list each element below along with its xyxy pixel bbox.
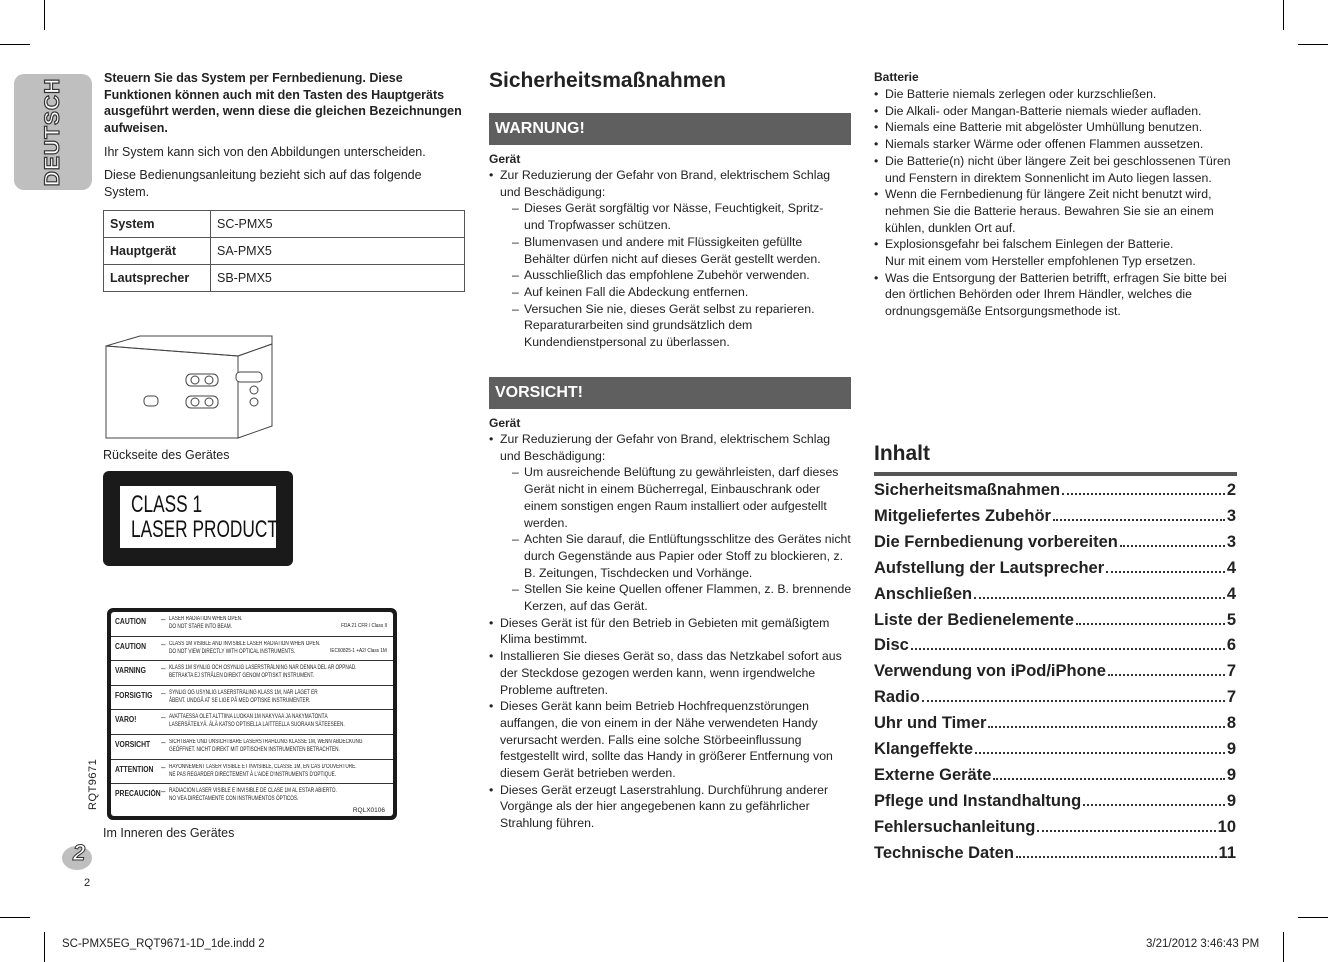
vorsicht-list (489, 431, 853, 832)
table-key: Lautsprecher (104, 265, 211, 292)
vorsicht-bar: VORSICHT! (489, 377, 851, 409)
sticker-text (169, 664, 357, 680)
toc-entry[interactable] (874, 844, 1236, 870)
toc-page: 2 (1226, 481, 1236, 499)
toc-leader (1076, 622, 1225, 625)
crop-mark (0, 917, 30, 918)
toc-page: 9 (1226, 740, 1236, 758)
explosion-line-1: Explosionsgefahr bei falschem Einlegen der Batterie. (885, 237, 1174, 252)
warnung-subheading: Gerät (489, 152, 521, 166)
entsorgung-text: Was die Entsorgung der Batterien betrifft, erfragen Sie bitte bei den örtlichen Behörden oder Ihrem Händler, welches die ordnungsgemäße Entsorgungsmethode ist. (885, 270, 1227, 319)
sticker-row (111, 637, 393, 662)
sticker-text (169, 689, 318, 705)
table-row (104, 238, 465, 265)
toc-leader (1062, 492, 1225, 495)
batterie-list (874, 86, 1238, 320)
crop-mark (44, 0, 45, 30)
dash-item: – Stellen Sie keine Quellen offener Flammen, z. B. brennende Kerzen, auf das Gerät. (500, 581, 853, 614)
sticker-text-line: BETRAKTA EJ STRÅLEN DIREKT GENOM OPTISKT INSTRUMENT. (169, 673, 315, 680)
laser-class-label (103, 471, 293, 566)
sticker-extra: FDA 21 CFR / Class II (341, 623, 387, 629)
sticker-text-line: KLASS 1M SYNLIG OCH OSYNLIG LASERSTRÅLNING NÄR DENNA DEL ÄR ÖPPNAD. (169, 665, 357, 672)
intro-paragraph-1: Ihr System kann sich von den Abbildungen unterscheiden. (104, 145, 426, 159)
sticker-text-line: ÅBENT. UNDGÅ AT SE LIGE PÅ MED OPTISKE INSTRUMENTER. (169, 697, 311, 704)
sticker-text-line: NE PAS REGARDER DIRECTEMENT À L'AIDE D'INSTRUMENTS D'OPTIQUE. (169, 771, 337, 778)
sticker-text (169, 640, 320, 656)
sticker-row (111, 661, 393, 686)
intro-paragraph-2: Diese Bedienungsanleitung bezieht sich auf das folgende System. (104, 168, 422, 199)
sticker-dash: – (161, 615, 166, 624)
list-item: • Niemals eine Batterie mit abgelöster Umhüllung benutzen. (874, 119, 1238, 136)
sticker-text (169, 713, 345, 729)
sticker-row (111, 784, 393, 808)
sticker-text-line: RADIACIÓN LASER VISIBLE E INVISIBLE DE CLASE 1M AL ESTAR ABIERTO. (169, 788, 337, 795)
sticker-text (169, 787, 337, 803)
toc-label: Die Fernbedienung vorbereiten (874, 532, 1118, 551)
toc-leader (1108, 673, 1225, 676)
toc-entry[interactable] (874, 714, 1236, 740)
table-row (104, 265, 465, 292)
toc-leader (1053, 518, 1225, 521)
crop-mark (1298, 44, 1328, 45)
toc-page: 4 (1226, 558, 1236, 577)
sticker-text-line: CLASS 1M VISIBLE AND INVISIBLE LASER RADIATION WHEN OPEN. (169, 640, 321, 647)
list-item: • Die Alkali- oder Mangan-Batterie niemals wieder aufladen. (874, 103, 1238, 120)
list-item: • Niemals starker Wärme oder offenen Flammen aussetzen. (874, 136, 1238, 153)
toc-page: 11 (1218, 843, 1236, 862)
toc-leader (1120, 544, 1225, 547)
toc-leader (975, 751, 1225, 754)
toc-entry[interactable] (874, 507, 1236, 533)
page-number: 2 (84, 877, 91, 889)
toc-entry[interactable] (874, 766, 1236, 792)
list-item: • Wenn die Fernbedienung für längere Zeit nicht benutzt wird, nehmen Sie die Batterie heraus. Bewahren Sie sie an einem kühlen, dunklen Ort auf. (874, 186, 1238, 236)
laser-label-line1: CLASS 1 (131, 491, 203, 518)
crop-mark (1283, 0, 1284, 30)
toc-leader (911, 647, 1225, 650)
toc-label: Aufstellung der Lautsprecher (874, 558, 1105, 577)
sticker-text (169, 763, 357, 779)
list-item (489, 167, 843, 351)
dash-item: – Achten Sie darauf, die Entlüftungsschlitze des Gerätes nicht durch Gegenstände aus Papier oder Stoff zu blockieren, z. B. Zeitungen, Tischdecken und Vorhänge. (500, 531, 853, 581)
sticker-code: RQLX0106 (352, 807, 385, 814)
toc-label: Klangeffekte (874, 740, 974, 758)
toc-entry[interactable] (874, 611, 1236, 637)
sticker-row (111, 710, 393, 735)
list-item (489, 431, 853, 615)
toc-label: Fehlersuchanleitung (874, 817, 1036, 836)
sticker-dash: – (161, 787, 166, 797)
toc-page: 4 (1226, 584, 1236, 603)
sticker-text-line: AVATTAESSA OLET ALTTIINA LUOKAN 1M NÄKYVÄÄ JA NÄKYMÄTÖNTÄ (169, 714, 328, 721)
list-item (874, 236, 1238, 269)
crop-mark (1283, 932, 1284, 962)
page-badge-number: 2 (73, 840, 86, 865)
dash-item: – Versuchen Sie nie, dieses Gerät selbst zu reparieren. Reparaturarbeiten sind grundsätzlich dem Kundendienstpersonal zu überlassen. (500, 301, 843, 351)
warnung-bar: WARNUNG! (489, 113, 851, 145)
laser-warning-sticker (107, 608, 397, 820)
safety-title: Sicherheitsmaßnahmen (489, 69, 726, 92)
toc-entry[interactable] (874, 533, 1236, 559)
warnung-list (489, 167, 843, 351)
sticker-text-line: RAYONNEMENT LASER VISIBLE ET INVISIBLE, CLASSE 1M, EN CAS D'OUVERTURE. (169, 763, 357, 770)
warnung-bullet-text: Zur Reduzierung der Gefahr von Brand, elektrischem Schlag und Beschädigung: (500, 168, 831, 199)
toc-leader (1016, 855, 1217, 858)
toc-label: Sicherheitsmaßnahmen (874, 481, 1061, 499)
sticker-text-line: LASER RADIATION WHEN OPEN. (169, 616, 243, 622)
toc-entry[interactable] (874, 818, 1236, 844)
dash-item: – Um ausreichende Belüftung zu gewährleisten, darf dieses Gerät nicht in einem Bücherregal, Einbauschrank oder einem sonstigen engen Raum installiert oder aufgestellt werden. (500, 464, 853, 531)
sticker-dash: – (161, 762, 166, 772)
laser-label-line2: LASER PRODUCT (131, 516, 278, 543)
sticker-text-line: DO NOT VIEW DIRECTLY WITH OPTICAL INSTRUMENTS. (169, 648, 296, 655)
toc-page: 3 (1226, 506, 1236, 525)
toc-label: Technische Daten (874, 843, 1014, 862)
table-key: System (104, 211, 211, 238)
footer-file: SC-PMX5EG_RQT9671-1D_1de.indd 2 (62, 938, 265, 950)
sticker-text-line: SYNLIG OG USYNLIG LASERSTRÅLING KLASS 1M, NÅR LÅGET ER (169, 689, 318, 696)
system-table (103, 210, 465, 292)
footer-date: 3/21/2012 3:46:43 PM (1146, 938, 1260, 950)
toc-leader (1106, 570, 1225, 573)
toc-leader (922, 699, 1225, 702)
toc-page: 7 (1226, 688, 1236, 707)
back-caption: Rückseite des Gerätes (103, 448, 230, 462)
toc-page: 7 (1226, 662, 1236, 681)
list-item: • Dieses Gerät ist für den Betrieb in Gebieten mit gemäßigtem Klima bestimmt. (489, 615, 853, 648)
toc-page: 9 (1226, 791, 1236, 810)
list-item: • Installieren Sie dieses Gerät so, dass das Netzkabel sofort aus der Steckdose gezogen werden kann, wenn irgendwelche Probleme auftreten. (489, 648, 853, 698)
toc-label: Anschließen (874, 584, 973, 603)
toc-page: 10 (1217, 817, 1236, 836)
sticker-tag: FORSIGTIG (115, 690, 153, 700)
list-item: • Dieses Gerät kann beim Betrieb Hochfrequenzstörungen auffangen, die von einem in der Nähe verwendeten Handy verursacht werden. Falls eine solche Störbeeinflussung festgestellt wird, sollte das Handy in größerer Entfernung von diesem Gerät betrieben werden. (489, 698, 853, 782)
sticker-tag: ATTENTION (115, 764, 154, 774)
toc-leader (988, 725, 1224, 728)
sticker-text-line: GEÖFFNET. NICHT DIREKT MIT OPTISCHEN INSTRUMENTEN BETRACHTEN. (169, 746, 340, 753)
toc-label: Liste der Bedienelemente (874, 610, 1074, 629)
sticker-dash: – (161, 688, 166, 698)
toc-entry[interactable] (874, 585, 1236, 611)
vorsicht-subheading: Gerät (489, 416, 521, 430)
sticker-text-line: DO NOT STARE INTO BEAM. (169, 624, 232, 630)
table-value: SB-PMX5 (211, 265, 465, 292)
table-key: Hauptgerät (104, 238, 211, 265)
list-item (874, 270, 1238, 320)
device-back-illustration (100, 332, 280, 442)
sticker-row (111, 612, 393, 637)
list-item: • Die Batterie niemals zerlegen oder kurzschließen. (874, 86, 1238, 103)
intro-bold: Steuern Sie das System per Fernbedienung. Diese Funktionen können auch mit den Tasten des Hauptgeräts ausgeführt werden, wenn diese die gleichen Bezeichnungen aufweisen. (104, 71, 462, 135)
toc-label: Pflege und Instandhaltung (874, 791, 1082, 810)
sticker-text-line: LASERSÄTEILYÄ. ÄLÄ KATSO OPTISELLA LAITTEELLA SUORAAN SÄTEESEEN. (169, 722, 345, 729)
sticker-tag: CAUTION (115, 617, 146, 626)
toc-divider (874, 472, 1237, 476)
toc-label: Mitgeliefertes Zubehör (874, 506, 1051, 525)
dash-item: – Auf keinen Fall die Abdeckung entfernen. (500, 284, 843, 301)
sticker-tag: VORSICHT (115, 739, 151, 749)
sticker-tag: VARO! (115, 715, 137, 725)
toc-label: Verwendung von iPod/iPhone (874, 662, 1106, 681)
sticker-tag: PRECAUCIÓN (115, 789, 161, 799)
toc-leader (974, 596, 1225, 599)
sticker-row (111, 735, 393, 760)
toc-label: Uhr und Timer (874, 714, 987, 733)
sticker-text (169, 615, 242, 631)
toc-entry[interactable] (874, 662, 1236, 688)
toc-page: 8 (1226, 714, 1236, 733)
sticker-tag: VARNING (115, 666, 146, 676)
dash-item: – Ausschließlich das empfohlene Zubehör verwenden. (500, 267, 843, 284)
inner-caption: Im Inneren des Gerätes (103, 826, 235, 840)
sticker-extra: IEC60825-1 +A2/ Class 1M (330, 647, 387, 654)
toc-page: 6 (1226, 636, 1236, 655)
toc-leader (993, 777, 1224, 780)
table-value: SA-PMX5 (211, 238, 465, 265)
table-value: SC-PMX5 (211, 211, 465, 238)
toc-entry[interactable] (874, 740, 1236, 766)
toc-page: 5 (1226, 610, 1236, 629)
toc-entry[interactable] (874, 636, 1236, 662)
crop-mark (44, 932, 45, 962)
list-item: • Dieses Gerät erzeugt Laserstrahlung. Durchführung anderer Vorgänge als der hier angegebenen kann zu gefährlicher Strahlung führen. (489, 782, 853, 832)
toc-page: 3 (1226, 532, 1236, 551)
list-item: • Die Batterie(n) nicht über längere Zeit bei geschlossenen Türen und Fenstern in direktem Sonnenlicht im Auto liegen lassen. (874, 153, 1238, 186)
toc-title: Inhalt (874, 442, 930, 465)
toc-leader (1037, 829, 1215, 832)
vorsicht-bullet-text: Zur Reduzierung der Gefahr von Brand, elektrischem Schlag und Beschädigung: (500, 432, 831, 463)
toc-entry[interactable] (874, 481, 1236, 507)
toc-entry[interactable] (874, 688, 1236, 714)
explosion-line-2: Nur mit einem vom Hersteller empfohlenen Typ ersetzen. (885, 254, 1196, 269)
sticker-text (169, 738, 362, 754)
toc-label: Disc (874, 636, 909, 655)
sticker-dash: – (161, 737, 166, 747)
sticker-dash: – (161, 713, 166, 723)
dash-item: – Blumenvasen und andere mit Flüssigkeiten gefüllte Behälter dürfen nicht auf dieses Gerät gestellt werden. (500, 234, 843, 267)
sticker-text-line: SICHTBARE UND UNSICHTBARE LASERSTRAHLUNG KLASSE 1M, WENN ABDECKUNG (169, 738, 363, 745)
toc-page: 9 (1226, 765, 1236, 784)
sticker-tag: CAUTION (115, 641, 146, 651)
toc-entry[interactable] (874, 559, 1236, 585)
sticker-dash: – (161, 664, 166, 674)
toc-label: Externe Geräte (874, 765, 992, 784)
toc-leader (1083, 803, 1225, 806)
sticker-row (111, 686, 393, 711)
sticker-text-line: NO VEA DIRECTAMENTE CON INSTRUMENTOS ÓPTICOS. (169, 796, 299, 803)
language-tab (14, 74, 92, 190)
sticker-dash: – (161, 639, 166, 649)
rqt-code: RQT9671 (87, 758, 99, 810)
crop-mark (1298, 917, 1328, 918)
toc-entry[interactable] (874, 792, 1236, 818)
sticker-row (111, 760, 393, 785)
toc-label: Radio (874, 688, 920, 707)
dash-item: – Dieses Gerät sorgfältig vor Nässe, Feuchtigkeit, Spritz- und Tropfwasser schützen. (500, 200, 843, 233)
language-tab-label: DEUTSCH (41, 77, 64, 187)
table-row (104, 211, 465, 238)
batterie-heading: Batterie (874, 70, 919, 84)
crop-mark (0, 44, 30, 45)
